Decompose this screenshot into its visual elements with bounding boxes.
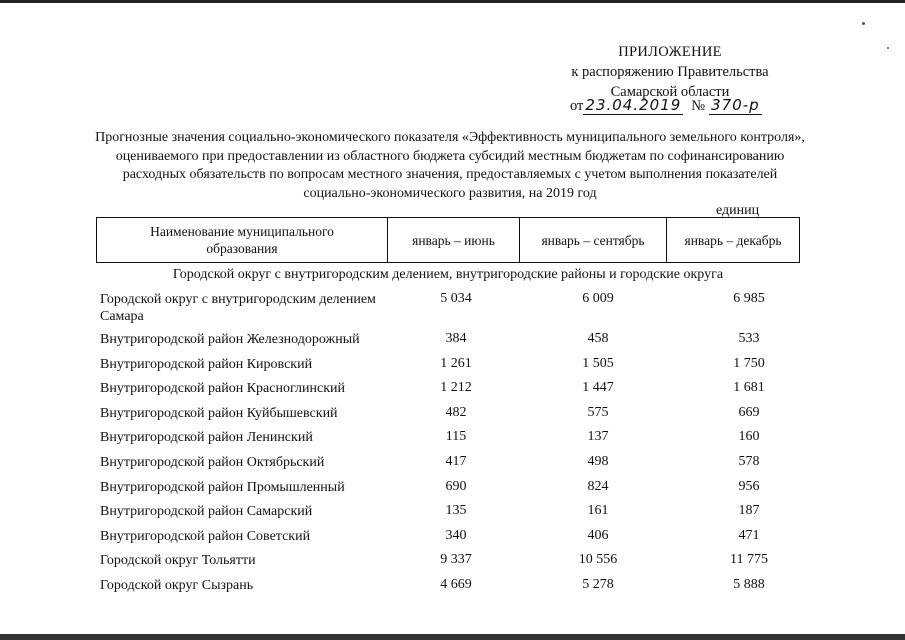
row-name: Городской округ Сызрань [100,577,254,593]
table-row [100,528,800,553]
row-value-dec: 6 985 [733,291,765,306]
row-value-dec: 187 [738,503,760,519]
decree-date-line [570,96,762,115]
scan-top-edge [0,0,905,3]
row-value-sep: 6 009 [582,291,614,306]
units-label: единиц [716,203,760,218]
row-value-sep: 1 447 [582,380,614,396]
row-value-sep: 406 [587,527,609,543]
row-value-jun: 417 [445,453,467,469]
row-value-jun: 135 [445,503,467,519]
table-row [100,552,800,577]
table-row [100,503,800,528]
table-row [100,479,800,504]
appendix-line-1: к распоряжению Правительства [571,64,769,80]
table-row [100,429,800,454]
appendix-title: ПРИЛОЖЕНИЕ [618,44,722,60]
row-value-dec: 5 888 [733,576,765,592]
appendix-block [560,42,780,102]
row-value-jun: 1 212 [440,380,472,396]
table-body [100,291,800,602]
row-name: Внутригородской район Самарский [100,504,313,520]
row-value-sep: 161 [587,503,609,519]
row-value-dec: 669 [738,404,760,420]
row-value-jun: 482 [445,404,467,420]
scan-speck [862,22,865,25]
row-value-sep: 10 556 [578,552,618,568]
row-value-jun: 384 [445,331,467,346]
table-row [100,405,800,430]
row-value-dec: 1 750 [733,355,765,371]
row-value-dec: 160 [738,429,760,445]
handwritten-number: 370-р [711,96,760,114]
row-value-dec: 956 [738,478,760,494]
table-row [100,454,800,479]
row-value-dec: 471 [738,527,760,543]
row-value-jun: 1 261 [440,355,472,371]
row-name: Внутригородской район Советский [100,528,311,544]
header-jan-sep: январь – сентябрь [520,218,667,262]
handwritten-date: 23.04.2019 [585,96,682,114]
table-row [100,331,800,356]
document-heading: Прогнозные значения социально-экономического показателя «Эффективность муниципального земельного контроля», оцениваемого при предоставлении из областного бюджета субсидий местным бюджетам по софинансированию расходных обязательств по вопросам местного значения, предоставляемых с учетом выполнения показателей социально-экономического развития, на 2019 год [95,130,805,201]
row-value-dec: 533 [738,331,760,346]
row-name: Внутригородской район Ленинский [100,430,313,446]
row-name: Внутригородской район Железнодорожный [100,332,360,347]
row-name: Внутригородской район Октябрьский [100,454,325,470]
row-value-sep: 137 [587,429,609,445]
row-value-dec: 578 [738,453,760,469]
number-sign: № [691,98,706,114]
table-row [100,356,800,381]
row-value-jun: 9 337 [440,552,472,568]
row-value-sep: 824 [587,478,609,494]
row-name: Внутригородской район Куйбышевский [100,405,338,421]
row-value-jun: 340 [445,527,467,543]
row-value-sep: 1 505 [582,355,614,371]
row-value-sep: 458 [587,331,609,346]
date-prefix: от [570,98,584,114]
header-municipality: Наименование муниципального образования [97,218,388,262]
scan-speck [887,47,889,49]
row-name: Внутригородской район Красноглинский [100,381,345,397]
row-value-dec: 11 775 [730,552,768,568]
row-value-sep: 5 278 [582,576,614,592]
header-jan-dec: январь – декабрь [684,232,782,248]
row-name: Внутригородской район Кировский [100,356,313,372]
table-header [96,217,800,263]
scan-bottom-edge [0,634,905,640]
row-value-dec: 1 681 [733,380,765,396]
table-row [100,577,800,602]
table-section-title: Городской округ с внутригородским делением, внутригородские районы и городские округа [172,267,724,282]
table-row [100,291,800,331]
row-name: Внутригородской район Промышленный [100,479,345,495]
table-row [100,380,800,405]
appendix-line-2: Самарской области [610,84,730,100]
row-value-jun: 115 [445,429,467,445]
row-name: Городской округ Тольятти [100,553,256,569]
header-jan-jun: январь – июнь [388,218,520,262]
row-value-sep: 575 [587,404,609,420]
row-value-jun: 690 [445,478,467,494]
row-value-jun: 4 669 [440,576,472,592]
row-name: Городской округ с внутригородским делением Самара [100,292,376,324]
row-value-sep: 498 [587,453,609,469]
row-value-jun: 5 034 [440,291,472,306]
